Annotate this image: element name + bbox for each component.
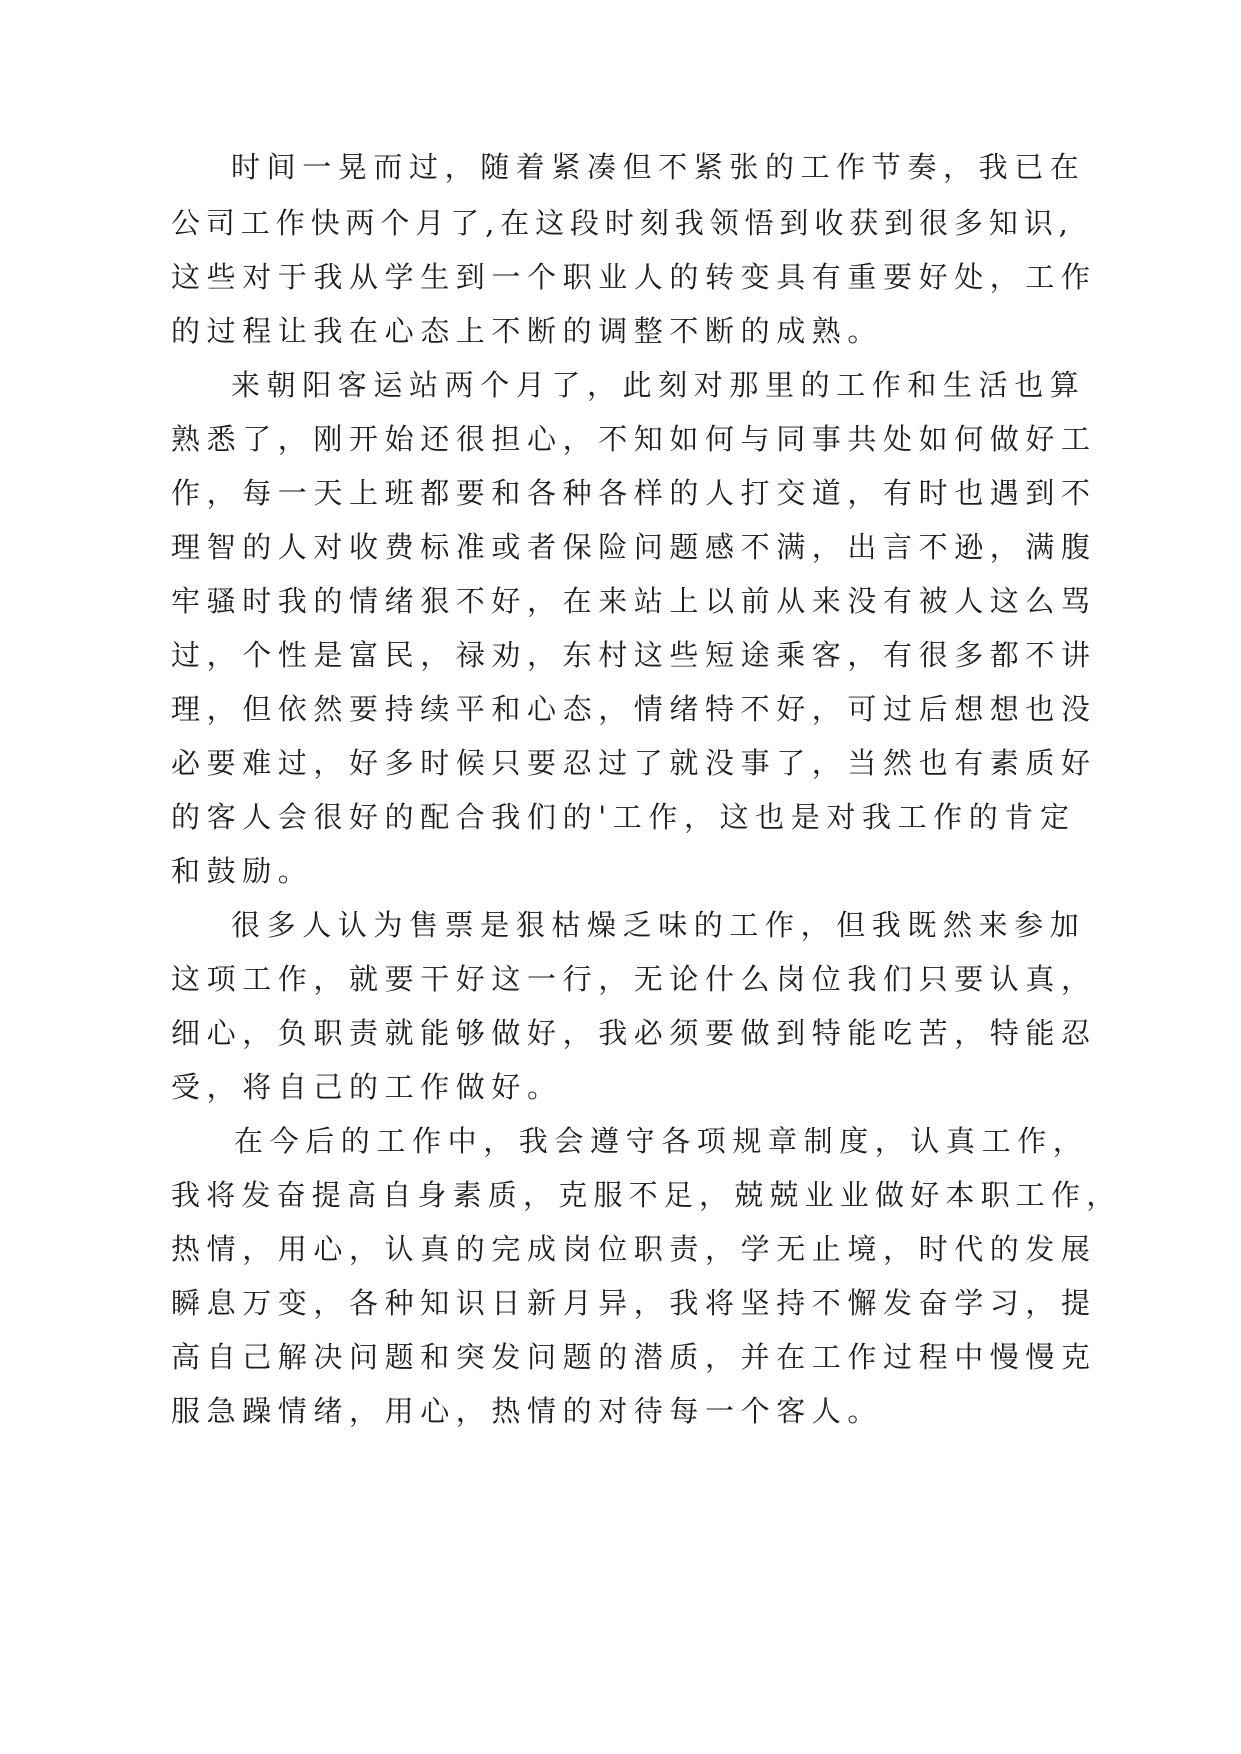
text-line: 很多人认为售票是狠枯燥乏味的工作，但我既然来参加 [231, 908, 1086, 942]
text-line: 牢骚时我的情绪狠不好，在来站上以前从来没有被人这么骂 [171, 584, 1097, 618]
text-line: 瞬息万变，各种知识日新月异，我将坚持不懈发奋学习，提 [171, 1286, 1097, 1320]
text-line: 高自己解决问题和突发问题的潜质，并在工作过程中慢慢克 [171, 1340, 1097, 1374]
text-line: 在今后的工作中，我会遵守各项规章制度，认真工作， [234, 1124, 1089, 1158]
text-line: 和鼓励。 [171, 854, 314, 888]
text-line: 熟悉了，刚开始还很担心，不知如何与同事共处如何做好工 [171, 422, 1097, 456]
text-line: 理智的人对收费标准或者保险问题感不满，出言不逊，满腹 [171, 530, 1097, 564]
text-line: 理，但依然要持续平和心态，情绪特不好，可过后想想也没 [171, 692, 1097, 726]
text-line: 受，将自己的工作做好。 [171, 1070, 563, 1104]
text-line: 来朝阳客运站两个月了，此刻对那里的工作和生活也算 [231, 368, 1086, 402]
text-line: 作，每一天上班都要和各种各样的人打交道，有时也遇到不 [171, 476, 1097, 510]
text-line: 的客人会很好的配合我们的'工作，这也是对我工作的肯定 [171, 800, 1076, 834]
text-line: 公司工作快两个月了,在这段时刻我领悟到收获到很多知识, [171, 206, 1074, 240]
text-line: 我将发奋提高自身素质，克服不足，兢兢业业做好本职工作， [171, 1178, 1122, 1212]
text-line: 时间一晃而过，随着紧凑但不紧张的工作节奏，我已在 [231, 150, 1086, 184]
text-line: 服急躁情绪，用心，热情的对待每一个客人。 [171, 1394, 884, 1428]
text-line: 这些对于我从学生到一个职业人的转变具有重要好处，工作 [171, 260, 1097, 294]
text-line: 过，个性是富民，禄劝，东村这些短途乘客，有很多都不讲 [171, 638, 1097, 672]
text-line: 必要难过，好多时候只要忍过了就没事了，当然也有素质好 [171, 746, 1097, 780]
text-line: 的过程让我在心态上不断的调整不断的成熟。 [171, 314, 884, 348]
text-line: 这项工作，就要干好这一行，无论什么岗位我们只要认真， [171, 962, 1097, 996]
text-line: 细心，负职责就能够做好，我必须要做到特能吃苦，特能忍 [171, 1016, 1097, 1050]
text-line: 热情，用心，认真的完成岗位职责，学无止境，时代的发展 [171, 1232, 1097, 1266]
